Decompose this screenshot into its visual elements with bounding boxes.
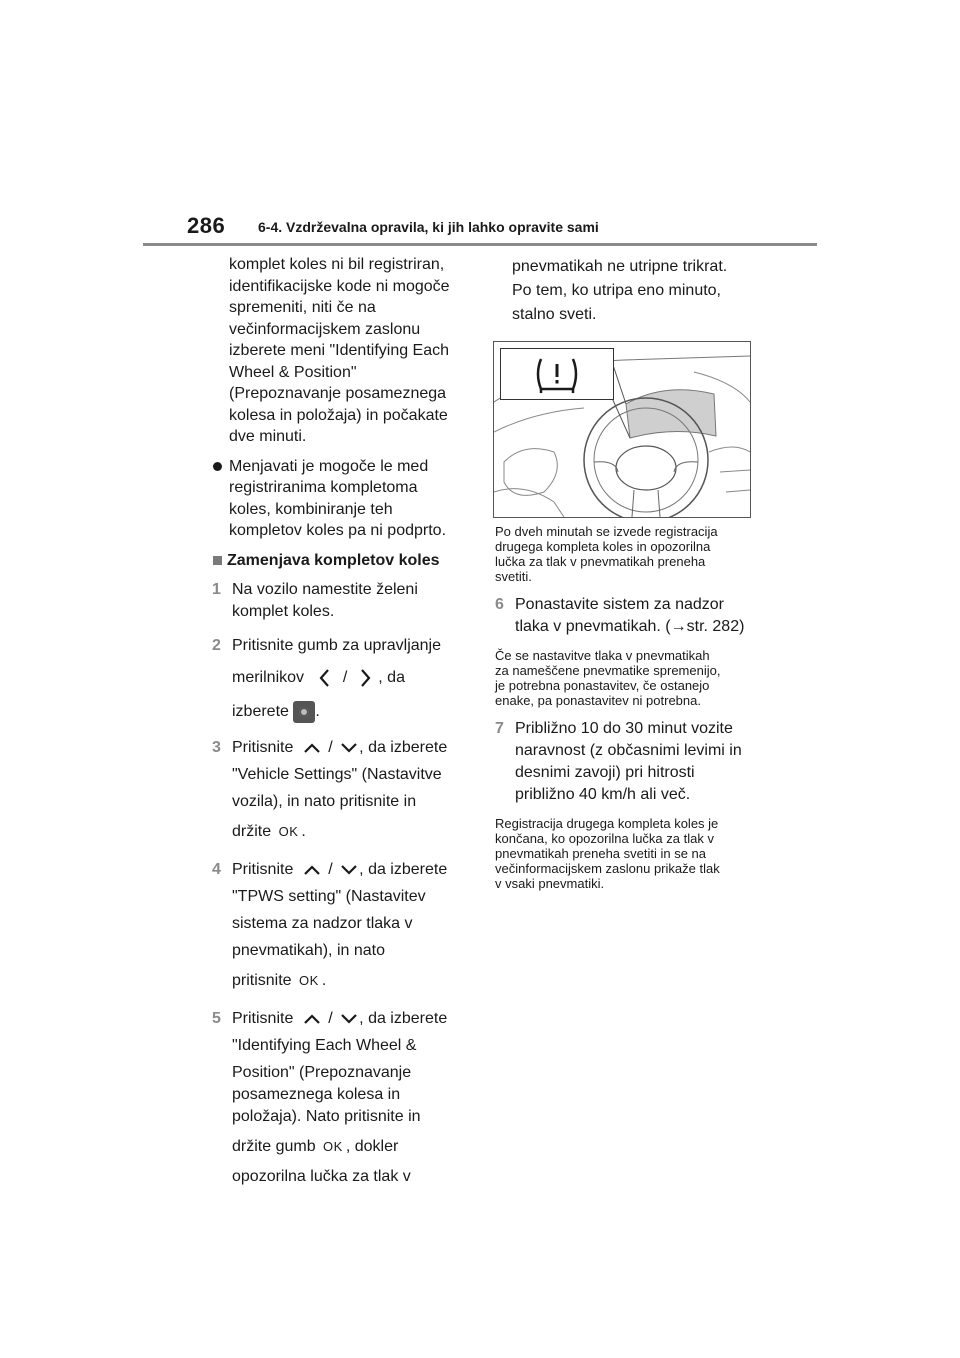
text-line [232,1008,462,1030]
chevron-up-icon [302,1012,322,1026]
text-line: položaja). Nato pritisnite in [232,1108,421,1126]
text-line: Position" (Prepoznavanje [232,1064,412,1082]
text-line [232,701,462,723]
text-fragment: . [301,823,306,841]
section-heading [212,550,462,572]
step-1 [212,579,462,623]
step-number: 4 [212,861,221,879]
text-line: "TPWS setting" (Nastavitev [232,888,426,906]
text-fragment: merilnikov [232,669,305,687]
text-fragment: izberete [232,703,289,721]
text-line: končana, ko opozorilna lučka za tlak v [495,831,714,846]
step-2 [212,635,462,723]
text-line: v vsaki pnevmatiki. [495,876,605,891]
text-line: je potrebna ponastavitev, če ostanejo [495,678,710,693]
text-line: izberete meni "Identifying Each [229,342,450,359]
text-line: enake, pa ponastavitev ni potrebna. [495,693,701,708]
chevron-down-icon [339,741,359,755]
text-line: dve minuti. [229,428,307,445]
text-line: vozila), in nato pritisnite in [232,793,417,811]
text-line: Če se nastavitve tlaka v pnevmatikah [495,648,710,663]
text-line: komplet koles ni bil registriran, [229,256,445,273]
text-line: "Identifying Each Wheel & [232,1037,417,1055]
text-line: za nameščene pnevmatike spremenijo, [495,663,721,678]
text-line [232,737,462,759]
text-line: lučka za tlak v pnevmatikah preneha [495,554,706,569]
text-line: Registracija drugega kompleta koles je [495,816,719,831]
text-line: koles, kombiniranje teh [229,500,393,518]
gear-icon [293,701,315,723]
text-line: Na vozilo namestite želeni [232,581,418,598]
step-number: 1 [212,581,221,598]
text-fragment: , da [378,669,405,687]
text-line: kompletov koles pa ni podprto. [229,522,447,539]
text-line: pnevmatikah), in nato [232,942,385,960]
text-fragment: / [328,739,333,757]
section-title: 6-4. Vzdrževalna opravila, ki jih lahko opravite sami [258,219,599,235]
bullet-item [212,456,462,542]
chevron-down-icon [339,1012,359,1026]
step-6 [495,594,755,638]
text-line: registriranima kompletoma [229,479,418,496]
ok-button-icon: OK [323,1139,343,1155]
chevron-up-icon [302,741,322,755]
text-line: identifikacijske kode ni mogoče [229,277,450,295]
text-line [232,1136,462,1158]
text-line: Približno 10 do 30 minut vozite [515,720,733,737]
text-line: Pritisnite gumb za upravljanje [232,637,441,654]
chevron-up-icon [302,863,322,877]
text-fragment: Pritisnite [232,861,294,879]
header-divider [143,243,817,246]
text-line: pnevmatikah preneha svetiti in se na [495,846,707,861]
text-line: Ponastavite sistem za nadzor [515,596,724,613]
text-line: naravnost (z občasnimi levimi in [515,742,742,759]
text-line: pnevmatikah ne utripne trikrat. [512,258,728,275]
text-fragment: , da izberete [359,739,448,757]
text-line: posameznega kolesa in [232,1086,401,1104]
ok-button-icon: OK [278,824,299,840]
ok-button-icon: OK [299,973,319,989]
text-line: "Vehicle Settings" (Nastavitve [232,766,442,784]
text-line [232,859,462,881]
text-fragment: pritisnite [232,972,292,990]
tire-pressure-warning-icon [501,349,613,399]
text-fragment: , da izberete [359,861,448,879]
step-4 [212,859,462,992]
figure-caption [495,524,755,584]
step-number: 3 [212,739,221,757]
text-line: približno 40 km/h ali več. [515,786,691,803]
text-fragment: . [315,703,320,721]
text-line [232,821,462,843]
dashboard-illustration [493,341,751,518]
text-line: Po tem, ko utripa eno minuto, [512,282,721,299]
text-line: opozorilna lučka za tlak v [232,1168,411,1186]
text-line [232,667,462,689]
text-line: komplet koles. [232,603,335,620]
text-fragment: držite gumb [232,1138,316,1156]
step-7-note [495,816,755,891]
text-line: drugega kompleta koles in opozorilna [495,539,711,554]
step-7 [495,718,755,806]
tpms-callout [500,348,614,400]
text-line: (Prepoznavanje posameznega [229,385,447,402]
text-line: Po dveh minutah se izvede registracija [495,524,718,539]
section-heading-text: Zamenjava kompletov koles [227,551,440,569]
step-number: 7 [495,720,504,737]
text-line: večinformacijskem zaslonu prikaže tlak [495,861,720,876]
text-fragment: . [321,972,327,990]
step-number: 2 [212,637,221,654]
text-line: svetiti. [495,569,532,584]
text-fragment: , da izberete [359,1010,448,1028]
step-number: 5 [212,1010,221,1028]
text-fragment: Pritisnite [232,739,294,757]
text-fragment: Pritisnite [232,1010,294,1028]
bullet-dot [213,462,222,471]
left-column [212,254,462,1198]
step-6-note [495,648,755,708]
text-line: spremeniti, niti če na [229,299,376,316]
text-fragment: / [328,1010,333,1028]
chevron-left-icon [316,667,334,689]
step-3 [212,737,462,843]
intro-paragraph [212,254,462,448]
text-line: večinformacijskem zaslonu [229,320,421,338]
text-line: Menjavati je mogoče le med [229,457,429,475]
text-line: kolesa in položaja) in počakate [229,406,448,424]
step-5 [212,1008,462,1188]
text-fragment: / [328,861,333,879]
text-fragment: , dokler [345,1138,399,1156]
page-number: 286 [187,213,226,238]
chevron-right-icon [356,667,374,689]
text-fragment: / [342,669,348,687]
text-line: sistema za nadzor tlaka v [232,915,413,933]
text-line [232,970,462,992]
text-line: desnimi zavoji) pri hitrosti [515,764,695,781]
right-column [495,255,755,901]
section-marker [213,556,222,565]
text-line: Wheel & Position" [229,363,357,381]
text-line: tlaka v pnevmatikah. (→str. 282) [515,618,745,635]
chevron-down-icon [339,863,359,877]
step-number: 6 [495,596,504,613]
text-fragment: držite [232,823,272,841]
text-line: stalno sveti. [512,306,597,323]
continued-paragraph [495,255,755,327]
